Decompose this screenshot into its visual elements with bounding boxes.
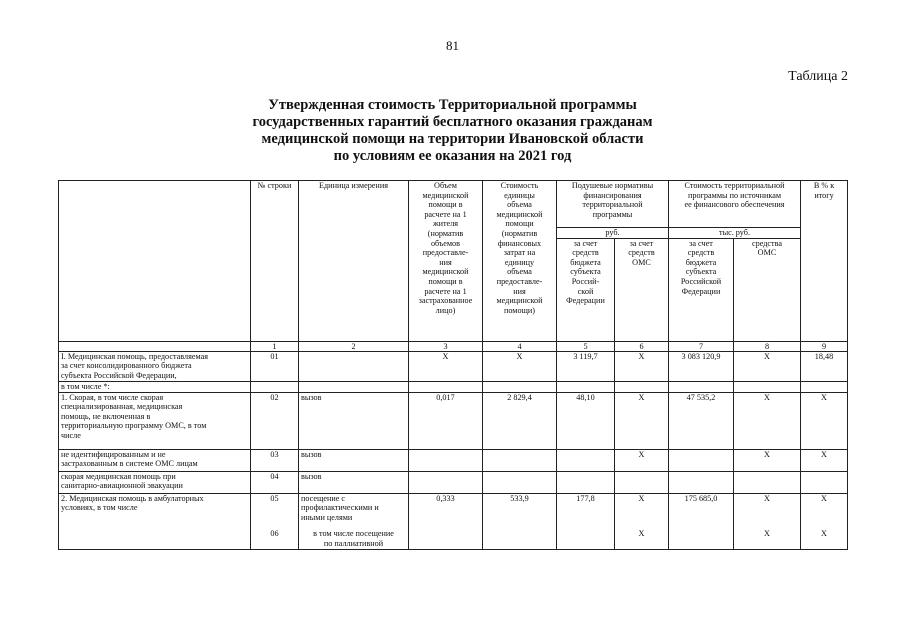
text-line: ОМС	[757, 248, 777, 258]
text-line: помощи в	[428, 276, 463, 286]
header-budget	[557, 238, 615, 341]
text-line: помощи в	[428, 200, 463, 210]
row-name-cell	[59, 529, 251, 549]
row-oms-total-cell: Х	[734, 493, 801, 529]
text-line: Стоимость территориальной	[684, 181, 785, 190]
text-line: территориальную программу ОМС, в том	[61, 421, 207, 431]
text-line: медицинской	[422, 190, 469, 200]
col-number: 1	[251, 341, 299, 351]
text-line: вызов	[301, 392, 322, 402]
text-line: 2. Медицинская помощь в амбулаторных	[61, 493, 204, 503]
text-line: территориальной	[582, 200, 643, 210]
text-line: санитарно-авиационной эвакуации	[61, 481, 183, 491]
text-line: медицинской	[422, 267, 469, 277]
row-name-cell	[59, 449, 251, 471]
text-line: по паллиативной	[323, 538, 384, 548]
text-line: иными целями	[301, 512, 353, 522]
table-label: Таблица 2	[788, 69, 848, 84]
row-budget-total-cell	[669, 449, 734, 471]
row-oms-total-cell: Х	[734, 449, 801, 471]
row-budget-total-cell	[669, 529, 734, 549]
row-percent-cell	[801, 471, 848, 493]
text-line: Россий-	[571, 276, 600, 286]
text-line: жителя	[432, 219, 459, 229]
text-line: лицо)	[435, 305, 456, 315]
title-line: по условиям ее оказания на 2021 год	[333, 148, 572, 164]
row-cost-cell	[483, 529, 557, 549]
text-line: ее финансового обеспечения	[684, 200, 785, 210]
column-numbers-row	[59, 341, 848, 351]
text-line: скорая медицинская помощь при	[61, 471, 176, 481]
text-line: застрахованным в системе ОМС лицам	[61, 459, 198, 469]
text-line: за счет	[573, 238, 598, 248]
header-program-cost	[669, 181, 801, 228]
table-row	[59, 529, 848, 549]
row-budget-cell: 3 119,7	[557, 351, 615, 381]
row-name-cell	[59, 493, 251, 529]
row-oms-total-cell: Х	[734, 392, 801, 449]
text-line: средств	[628, 248, 655, 258]
row-number-cell: 02	[251, 392, 299, 449]
text-line: объема	[507, 200, 532, 210]
text-line: вызов	[301, 471, 322, 481]
header-volume	[409, 181, 483, 342]
text-line: итогу	[814, 190, 834, 200]
table-row	[59, 471, 848, 493]
row-budget-cell: 177,8	[557, 493, 615, 529]
text-line: застрахованное	[418, 296, 473, 306]
row-unit-cell	[299, 381, 409, 392]
text-line: в том числе посещение	[313, 529, 394, 539]
row-volume-cell	[409, 381, 483, 392]
text-line: финансовых	[497, 238, 542, 248]
text-line: числе	[61, 430, 81, 440]
header-unit-rub: руб.	[557, 228, 669, 239]
row-oms-cell	[615, 471, 669, 493]
text-line: программы по источникам	[688, 190, 782, 200]
text-line: предоставле-	[422, 248, 469, 258]
row-volume-cell	[409, 529, 483, 549]
text-line: помощи)	[503, 305, 535, 315]
text-line: расчете на 1	[424, 209, 467, 219]
header-oms	[615, 238, 669, 341]
text-line: средства	[751, 238, 783, 248]
col-number: 8	[734, 341, 801, 351]
row-percent-cell: Х	[801, 493, 848, 529]
col-number	[59, 341, 251, 351]
col-number: 4	[483, 341, 557, 351]
header-oms-2	[734, 238, 801, 341]
row-oms-total-cell	[734, 381, 801, 392]
row-oms-total-cell: Х	[734, 351, 801, 381]
row-cost-cell: Х	[483, 351, 557, 381]
row-unit-cell	[299, 351, 409, 381]
row-budget-total-cell: 3 083 120,9	[669, 351, 734, 381]
text-line: предоставле-	[496, 276, 543, 286]
row-number-cell: 04	[251, 471, 299, 493]
title-line: государственных гарантий бесплатного оказания гражданам	[252, 114, 653, 130]
text-line: ОМС	[632, 257, 651, 267]
row-number-cell: 06	[251, 529, 299, 549]
header-per-capita	[557, 181, 669, 228]
text-line: бюджета	[685, 257, 717, 267]
text-line: объема	[507, 267, 532, 277]
row-number-cell	[251, 381, 299, 392]
header-budget-2	[669, 238, 734, 341]
text-line: затрат на	[503, 248, 536, 258]
text-line: программы	[592, 209, 633, 219]
row-name-cell	[59, 471, 251, 493]
text-line: объемов	[430, 238, 461, 248]
table-row	[59, 392, 848, 449]
text-line: в том числе *:	[61, 381, 110, 391]
text-line: ния	[513, 286, 526, 296]
row-unit-cell	[299, 392, 409, 449]
row-name-cell	[59, 351, 251, 381]
text-line: за счет консолидированного бюджета	[61, 361, 192, 371]
row-oms-cell: Х	[615, 449, 669, 471]
text-line: Российской	[680, 276, 722, 286]
row-cost-cell: 2 829,4	[483, 392, 557, 449]
row-volume-cell: 0,017	[409, 392, 483, 449]
header-percent	[801, 181, 848, 342]
row-oms-cell: Х	[615, 493, 669, 529]
title-line: медицинской помощи на территории Ивановской области	[261, 131, 644, 147]
text-line: бюджета	[570, 257, 601, 267]
row-unit-cell	[299, 529, 409, 549]
row-number-cell: 03	[251, 449, 299, 471]
text-line: медицинской	[496, 296, 543, 306]
row-budget-cell	[557, 381, 615, 392]
text-line: Федерации	[681, 286, 721, 296]
row-oms-total-cell: Х	[734, 529, 801, 549]
row-unit-cell	[299, 471, 409, 493]
text-line: Федерации	[566, 296, 605, 306]
text-line: субъекта	[685, 267, 717, 277]
row-percent-cell: Х	[801, 529, 848, 549]
text-line: средств	[572, 248, 599, 258]
row-volume-cell: 0,333	[409, 493, 483, 529]
text-line: условиях, в том числе	[61, 503, 138, 513]
cost-table	[58, 180, 848, 550]
text-line: средств	[687, 248, 715, 258]
row-percent-cell	[801, 381, 848, 392]
text-line: единицы	[504, 190, 535, 200]
text-line: ния	[439, 257, 452, 267]
text-line: финансирования	[583, 190, 642, 200]
text-line: расчете на 1	[424, 286, 467, 296]
row-unit-cell	[299, 493, 409, 529]
row-name-cell	[59, 392, 251, 449]
text-line: В % к	[813, 181, 835, 190]
table-row	[59, 351, 848, 381]
text-line: (норматив	[427, 228, 464, 238]
table-row	[59, 449, 848, 471]
table-body	[59, 351, 848, 549]
row-volume-cell	[409, 471, 483, 493]
col-number: 6	[615, 341, 669, 351]
row-number-cell: 05	[251, 493, 299, 529]
title-line: Утвержденная стоимость Территориальной программы	[268, 97, 637, 113]
text-line: вызов	[301, 449, 322, 459]
row-oms-cell: Х	[615, 529, 669, 549]
text-line: специализированная, медицинская	[61, 402, 183, 412]
row-name-cell	[59, 381, 251, 392]
text-line: Объем	[434, 181, 457, 190]
header-cost	[483, 181, 557, 342]
row-percent-cell: Х	[801, 392, 848, 449]
text-line: Стоимость	[500, 181, 539, 190]
row-budget-total-cell: 47 535,2	[669, 392, 734, 449]
text-line: (норматив	[501, 228, 538, 238]
page-number: 81	[446, 38, 459, 53]
row-budget-cell: 48,10	[557, 392, 615, 449]
header-row	[59, 181, 848, 228]
text-line: единицу	[504, 257, 535, 267]
row-budget-cell	[557, 449, 615, 471]
col-number: 3	[409, 341, 483, 351]
row-cost-cell	[483, 381, 557, 392]
text-line: ской	[577, 286, 594, 296]
col-number: 9	[801, 341, 848, 351]
col-number: 5	[557, 341, 615, 351]
text-line: медицинской	[496, 209, 543, 219]
text-line: Подушевые нормативы	[571, 181, 654, 190]
row-volume-cell: Х	[409, 351, 483, 381]
row-budget-total-cell: 175 685,0	[669, 493, 734, 529]
row-percent-cell: 18,48	[801, 351, 848, 381]
row-volume-cell	[409, 449, 483, 471]
row-number-cell: 01	[251, 351, 299, 381]
row-oms-cell	[615, 381, 669, 392]
text-line: I. Медицинская помощь, предоставляемая	[61, 351, 209, 361]
row-budget-total-cell	[669, 381, 734, 392]
row-oms-total-cell	[734, 471, 801, 493]
text-line: не идентифицированным и не	[61, 449, 166, 459]
row-oms-cell: Х	[615, 351, 669, 381]
col-number: 7	[669, 341, 734, 351]
table-row	[59, 381, 848, 392]
text-line: помощь, не включенная в	[61, 411, 151, 421]
text-line: за счет	[629, 238, 654, 248]
row-cost-cell	[483, 471, 557, 493]
col-number: 2	[299, 341, 409, 351]
row-cost-cell: 533,9	[483, 493, 557, 529]
row-unit-cell	[299, 449, 409, 471]
document-title	[0, 97, 905, 165]
row-percent-cell: Х	[801, 449, 848, 471]
row-oms-cell: Х	[615, 392, 669, 449]
header-unit: Единица измерения	[299, 181, 409, 342]
table-row	[59, 493, 848, 529]
row-budget-cell	[557, 471, 615, 493]
header-row-no: № строки	[251, 181, 299, 342]
row-budget-total-cell	[669, 471, 734, 493]
text-line: 1. Скорая, в том числе скорая	[61, 392, 164, 402]
text-line: профилактическими и	[301, 503, 379, 513]
header-unit-thous: тыс. руб.	[669, 228, 801, 239]
row-budget-cell	[557, 529, 615, 549]
header-name-cell	[59, 181, 251, 342]
text-line: субъекта Российской Федерации,	[61, 370, 177, 380]
text-line: субъекта	[570, 267, 601, 277]
text-line: помощи	[505, 219, 534, 229]
text-line: за счет	[689, 238, 713, 248]
text-line: посещение с	[301, 493, 346, 503]
row-cost-cell	[483, 449, 557, 471]
